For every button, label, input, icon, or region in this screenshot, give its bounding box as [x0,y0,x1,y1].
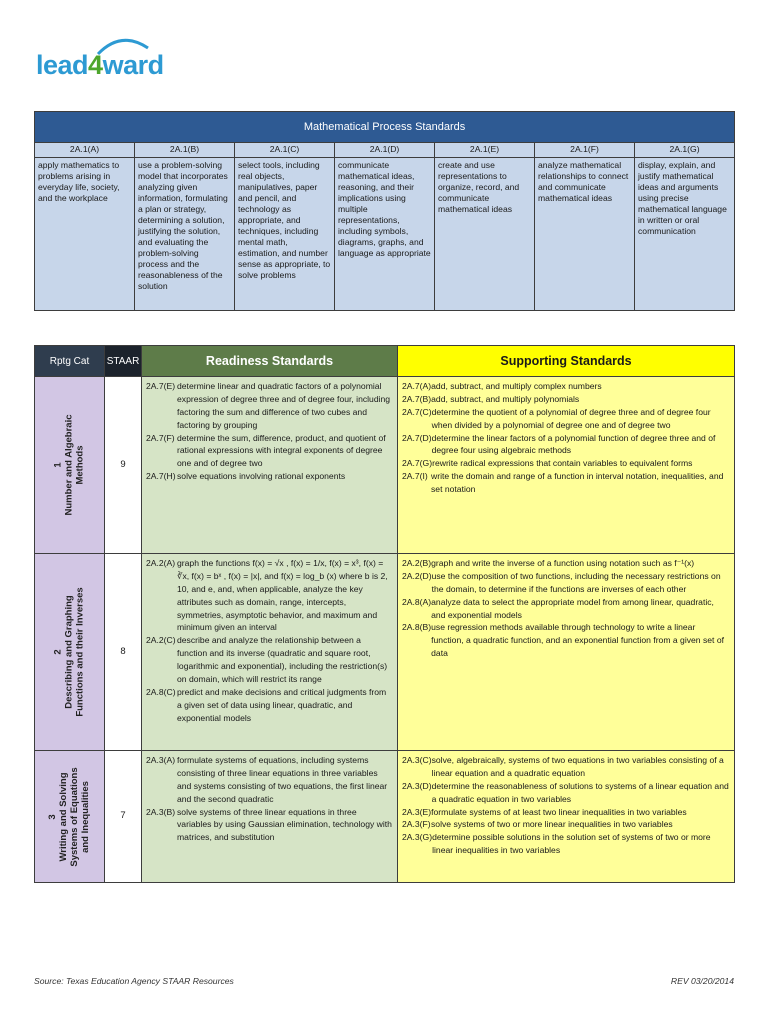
process-description: select tools, including real objects, manipulatives, paper and pencil, and technology as appropriate, and techniques, including mental math, estimation, and number sense as appropriate, to solve problems [235,158,335,311]
standard-code: 2A.8(C) [146,686,176,697]
standard-text: formulate systems of equations, including systems consisting of three linear equations in three variables and systems consisting of two equations, the first linear and the second quadratic [177,755,388,804]
process-description: use a problem-solving model that incorporates analyzing given information, formulating a plan or strategy, determining a solution, justifying the solution, and evaluating the problem-solving process and the reasonableness of the solution [135,158,235,311]
category-name-line1: Describing and Graphing [63,595,75,709]
standards-header-row [35,346,735,377]
standard-item [402,393,730,406]
standard-item [402,621,730,660]
standard-code: 2A.8(B) [402,622,432,633]
standard-item [402,457,730,470]
standard-code: 2A.7(D) [402,432,432,443]
header-reporting-category: Rptg Cat [35,346,105,377]
standard-text: analyze data to select the appropriate model from among linear, quadratic, and exponential models [431,596,714,620]
standard-code: 2A.7(H) [146,471,176,482]
standard-text: use the composition of two functions, including the necessary restrictions on the domain, to determine if the functions are inverses of each other [431,570,721,594]
process-description: analyze mathematical relationships to connect and communicate mathematical ideas [535,158,635,311]
category-name-line1: Writing and Solving [57,771,69,862]
standard-text: graph the functions f(x) = √x , f(x) = 1/x, f(x) = x³, f(x) = ∛x, f(x) = bˣ , f(x) = |x|, and f(x) = log_b (x) where b is 2, 10, and e, and, when applicable, analyze the key attributes such as domain, range, intercepts, symmetries, asymptotic behavior, and maximum and minimum given an interval [177,558,388,633]
reporting-category-label [48,767,92,866]
standard-item [402,557,730,570]
standard-text: predict and make decisions and critical judgments from a given set of data using linear, quadratic, and exponential models [177,686,387,723]
header-supporting-standards: Supporting Standards [398,346,735,377]
header-staar: STAAR [105,346,142,377]
process-code: 2A.1(C) [235,143,335,158]
standard-text: add, subtract, and multiply polynomials [431,393,580,404]
standard-code: 2A.3(A) [146,755,176,765]
category-row [35,554,735,751]
logo-text-lead: lead [36,50,89,80]
lead4ward-logo [36,28,164,84]
standard-code: 2A.7(F) [146,432,175,443]
standard-text: determine the sum, difference, product, and quotient of rational expressions with integral exponents of degree one and of degree two [177,432,386,469]
standard-text: determine possible solutions in the solution set of systems of two or more linear inequalities in two variables [432,832,711,856]
standard-code: 2A.2(D) [402,570,432,581]
standard-text: solve, algebraically, systems of two equations in two variables consisting of a linear equation and a quadratic equation [431,755,724,778]
process-code: 2A.1(G) [635,143,735,158]
standard-code: 2A.3(E) [402,806,432,817]
logo-wordmark [36,50,164,81]
process-descriptions-row [35,158,735,311]
standard-text: write the domain and range of a function in interval notation, inequalities, and set notation [431,471,724,495]
standard-item [146,470,393,483]
standard-code: 2A.7(E) [146,381,176,391]
standard-item [402,470,730,496]
standard-code: 2A.3(C) [402,755,432,765]
process-description: apply mathematics to problems arising in everyday life, society, and the workplace [35,158,135,311]
category-name-line2: Methods [73,445,85,485]
standard-item [402,780,730,806]
process-standards-title: Mathematical Process Standards [35,112,735,143]
category-name-line3: and Inequalities [79,780,91,853]
standard-text: rewrite radical expressions that contain variables to equivalent forms [432,458,693,469]
standard-item [402,432,730,458]
process-code: 2A.1(F) [535,143,635,158]
standard-text: solve equations involving rational exponents [177,471,346,482]
standard-code: 2A.7(C) [402,406,432,417]
category-row [35,751,735,883]
standard-code: 2A.7(I) [402,471,428,482]
process-codes-row [35,143,735,158]
standard-code: 2A.2(B) [402,558,432,568]
standard-item [146,754,393,806]
standard-code: 2A.7(G) [402,458,433,469]
category-name-line2: Functions and their Inverses [73,587,85,717]
standard-item [402,831,730,857]
standard-text: formulate systems of at least two linear inequalities in two variables [431,806,687,817]
standard-item [402,406,730,432]
process-code: 2A.1(E) [435,143,535,158]
reporting-category-cell [35,751,105,883]
standard-item [146,557,393,634]
standard-code: 2A.7(A) [402,381,432,391]
standard-code: 2A.3(G) [402,832,433,843]
reporting-category-label [53,587,86,716]
process-description: display, explain, and justify mathematical ideas and arguments using precise mathematical language in written or oral communication [635,158,735,311]
standard-text: solve systems of two or more linear inequalities in two variables [431,819,673,830]
standard-item [402,570,730,596]
standards-table [34,345,735,883]
standard-code: 2A.3(B) [146,806,176,817]
standard-text: solve systems of three linear equations in three variables by using Gaussian elimination, technology with matrices, and substitution [177,806,392,843]
reporting-category-cell [35,554,105,751]
logo-text-four: 4 [88,50,103,80]
standard-item [146,380,393,432]
standard-text: graph and write the inverse of a function using notation such as f⁻¹(x) [431,558,695,568]
standard-code: 2A.7(B) [402,393,432,404]
standard-item [402,818,730,831]
standard-code: 2A.3(D) [402,780,432,791]
standard-item [402,596,730,622]
category-name-line1: Number and Algebraic [63,414,75,516]
header-readiness-standards: Readiness Standards [142,346,398,377]
footer-source: Source: Texas Education Agency STAAR Resources [34,976,234,986]
process-description: create and use representations to organize, record, and communicate mathematical ideas [435,158,535,311]
process-code: 2A.1(A) [35,143,135,158]
supporting-standards-cell [398,377,735,554]
standard-item [146,806,393,845]
standard-item [146,432,393,471]
supporting-standards-cell [398,751,735,883]
category-name-line2: Systems of Equations [68,766,80,867]
category-row [35,377,735,554]
standard-text: determine linear and quadratic factors of a polynomial expression of degree three and of degree four, including factoring the sum and difference of two cubes and factoring by grouping [177,381,391,430]
reporting-category-label [53,414,86,515]
staar-count: 9 [105,377,142,554]
standard-item [146,634,393,686]
standard-item [402,380,730,393]
standard-text: describe and analyze the relationship between a function and its inverse (quadratic and square root, logarithmic and exponential), including the restriction(s) on domain, which will restrict its range [177,635,388,685]
readiness-standards-cell [142,554,398,751]
standard-text: add, subtract, and multiply complex numbers [431,381,602,391]
readiness-standards-cell [142,377,398,554]
footer-revision: REV 03/20/2014 [670,976,734,986]
readiness-standards-cell [142,751,398,883]
standard-item [402,806,730,819]
reporting-category-cell [35,377,105,554]
standard-text: determine the quotient of a polynomial of degree three and of degree four when divided by a polynomial of degree one and of degree two [431,406,711,430]
staar-count: 7 [105,751,142,883]
standard-code: 2A.3(F) [402,819,431,830]
standard-text: determine the linear factors of a polynomial function of degree three and of degree four using algebraic methods [431,432,716,456]
standard-item [402,754,730,780]
standard-text: use regression methods available through technology to write a linear function, a quadratic function, and an exponential function from a given set of data [431,622,724,659]
supporting-standards-cell [398,554,735,751]
process-code: 2A.1(D) [335,143,435,158]
standard-code: 2A.8(A) [402,596,432,607]
standard-text: determine the reasonableness of solutions to systems of a linear equation and a quadratic equation in two variables [431,780,729,804]
category-rows [35,377,735,883]
process-standards-table [34,111,735,311]
logo-text-ward: ward [102,50,164,80]
standard-item [146,686,393,725]
staar-count: 8 [105,554,142,751]
category-number: 1 [52,462,64,468]
process-description: communicate mathematical ideas, reasoning, and their implications using multiple representations, including symbols, diagrams, graphs, and language as appropriate [335,158,435,311]
standard-code: 2A.2(A) [146,558,176,568]
standard-code: 2A.2(C) [146,635,176,646]
category-number: 2 [52,649,64,655]
process-code: 2A.1(B) [135,143,235,158]
category-number: 3 [46,813,58,820]
